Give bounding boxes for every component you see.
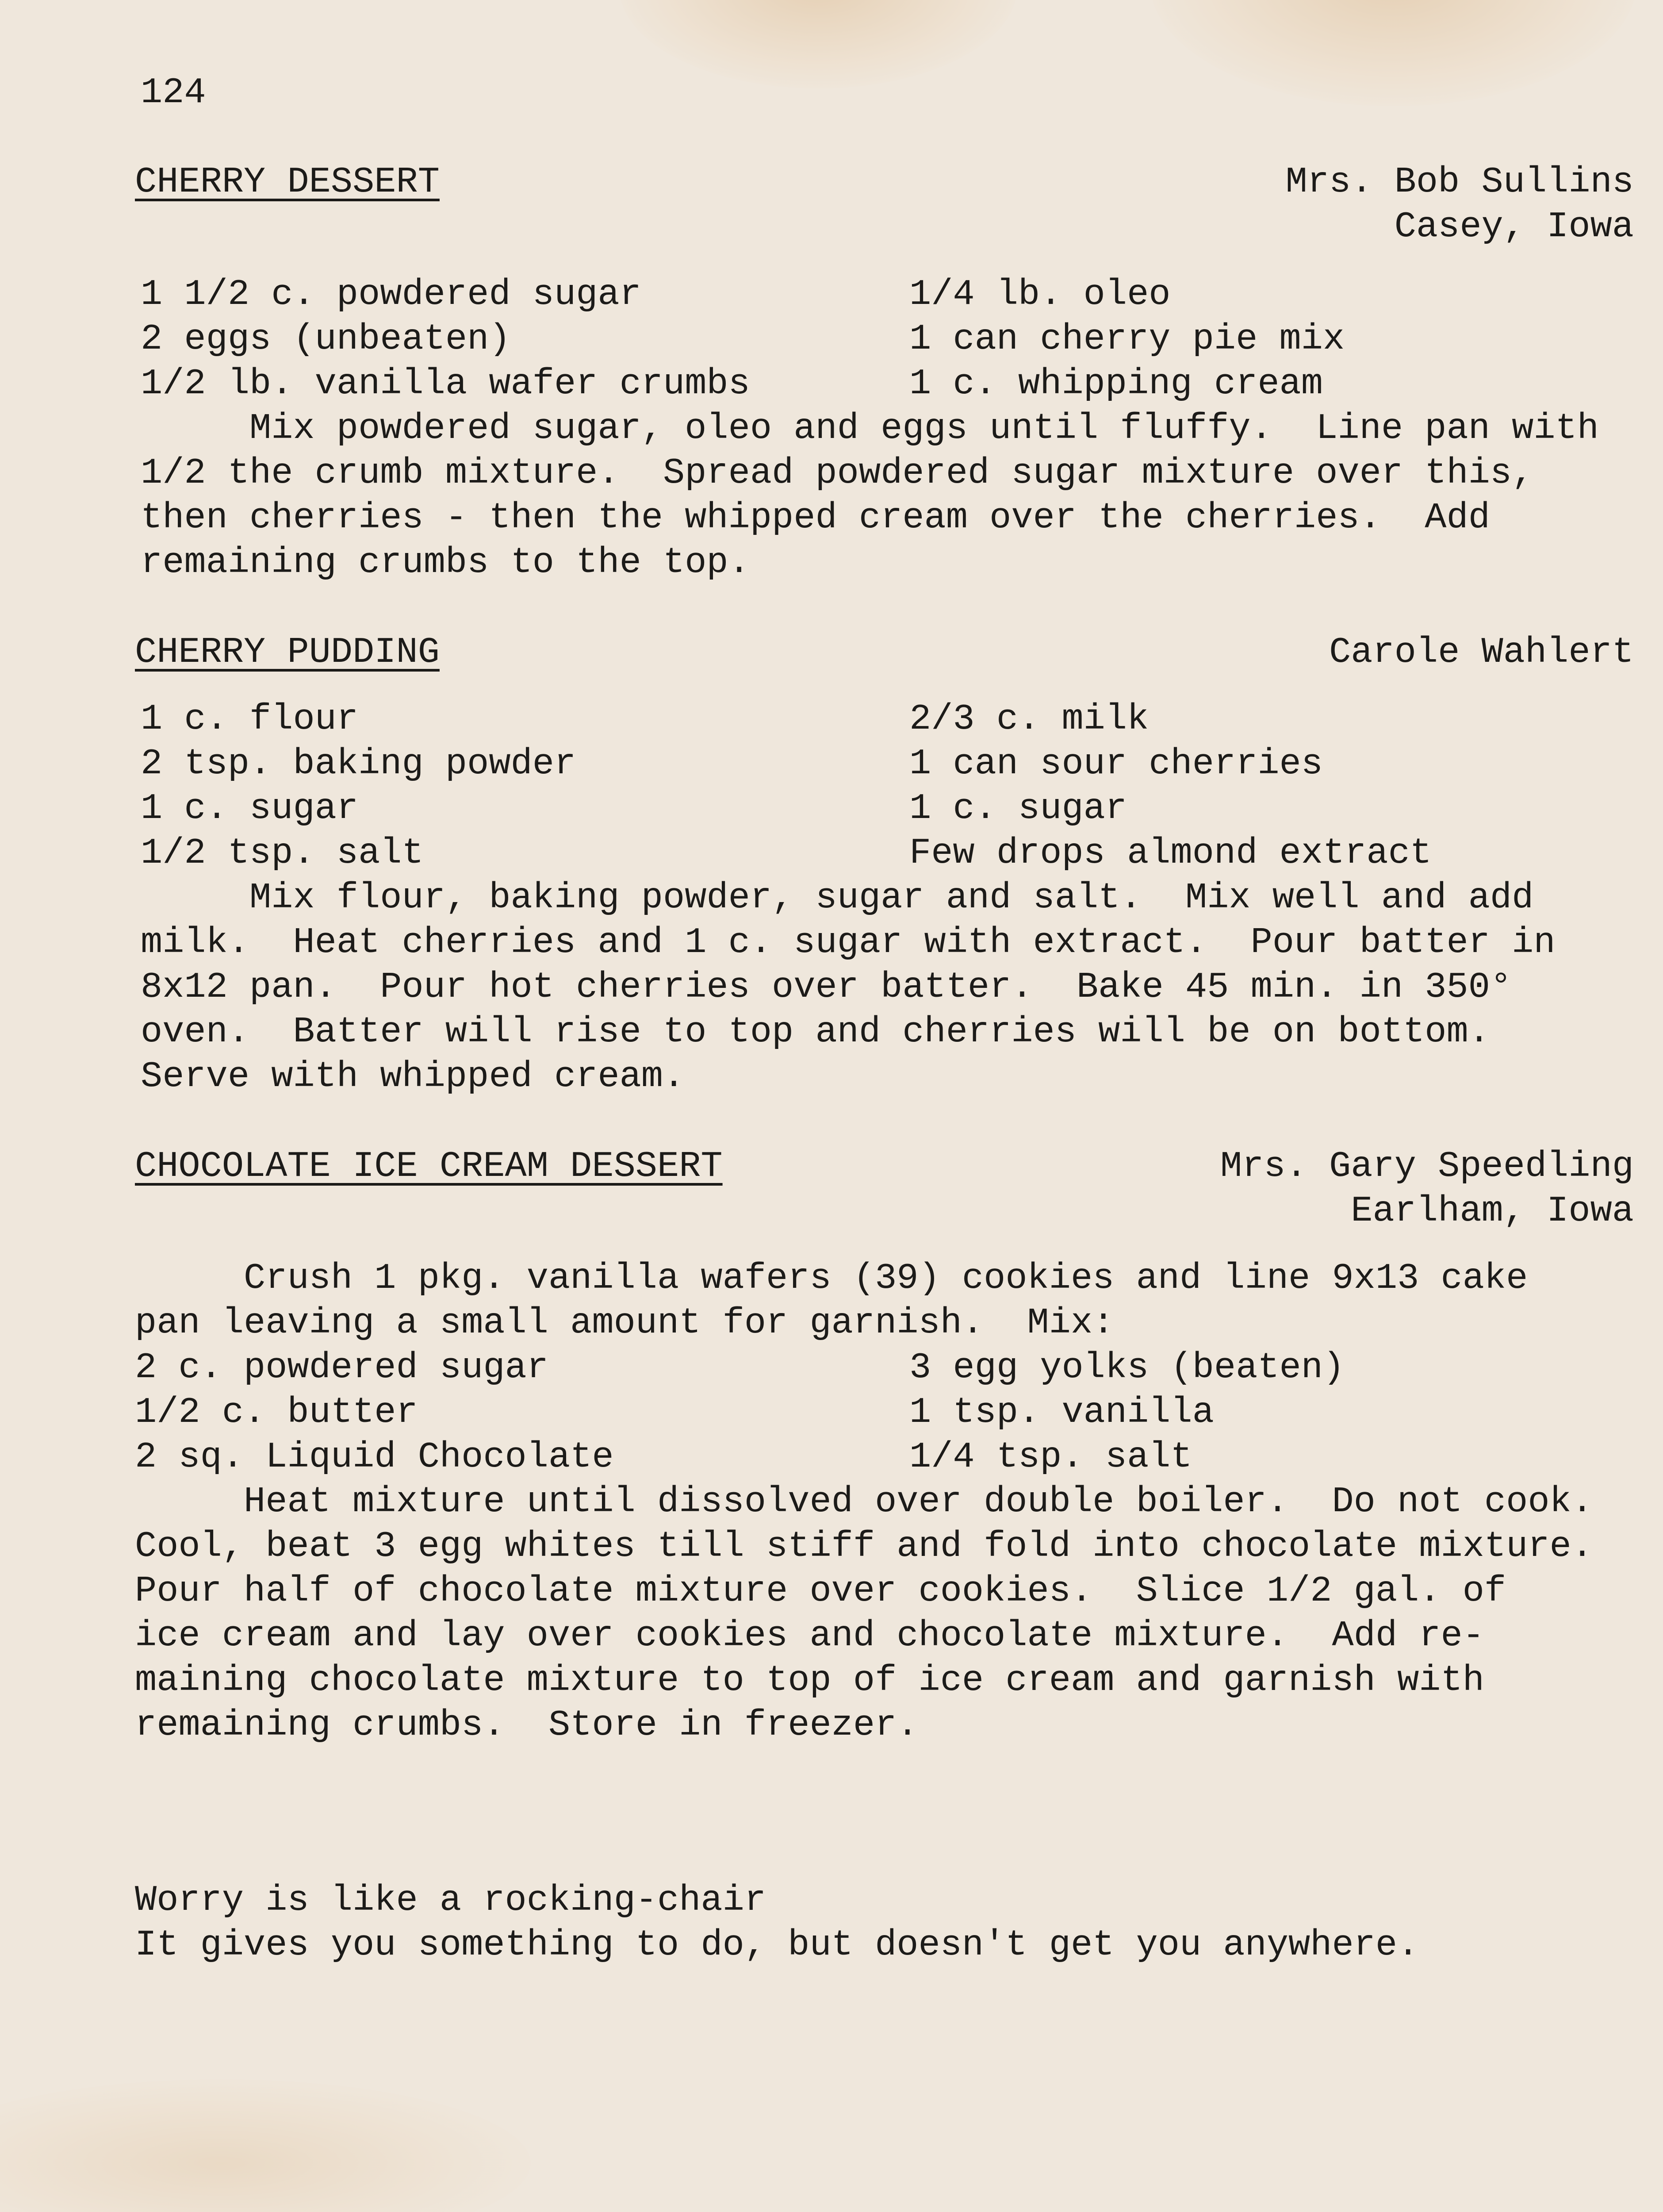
ingredient: 1 1/2 c. powdered sugar <box>141 274 641 315</box>
direction-line: Mix powdered sugar, oleo and eggs until fluffy. Line pan with <box>141 408 1599 449</box>
ingredient: 2 tsp. baking powder <box>141 743 576 784</box>
direction-line: maining chocolate mixture to top of ice cream and garnish with <box>135 1660 1484 1701</box>
direction-line: oven. Batter will rise to top and cherries will be on bottom. <box>141 1011 1490 1052</box>
ingredient: 1 c. sugar <box>909 788 1127 829</box>
recipe-author: Mrs. Bob Sullins <box>1285 161 1634 203</box>
recipe-author-location: Casey, Iowa <box>1394 206 1634 247</box>
direction-line: remaining crumbs. Store in freezer. <box>135 1705 919 1746</box>
ingredient: 3 egg yolks (beaten) <box>909 1347 1345 1388</box>
direction-line: Cool, beat 3 egg whites till stiff and fold into chocolate mixture. <box>135 1526 1593 1567</box>
ingredient: 1/4 tsp. salt <box>909 1436 1192 1478</box>
quote-line: It gives you something to do, but doesn't get you anywhere. <box>135 1924 1419 1966</box>
quote-line: Worry is like a rocking-chair <box>135 1880 766 1921</box>
direction-line: then cherries - then the whipped cream over the cherries. Add <box>141 497 1490 538</box>
ingredient: 1/2 lb. vanilla wafer crumbs <box>141 363 750 404</box>
ingredient: 2/3 c. milk <box>909 699 1149 740</box>
ingredient: 1 c. flour <box>141 699 359 740</box>
direction-line: ice cream and lay over cookies and chocolate mixture. Add re- <box>135 1615 1484 1656</box>
recipe-title: CHERRY PUDDING <box>135 632 440 673</box>
ingredient: 1 can sour cherries <box>909 743 1323 784</box>
direction-line: 1/2 the crumb mixture. Spread powdered sugar mixture over this, <box>141 453 1534 494</box>
recipe-author: Carole Wahlert <box>1329 632 1634 673</box>
intro-line: pan leaving a small amount for garnish. Mix: <box>135 1302 1115 1344</box>
recipe-author-location: Earlham, Iowa <box>1351 1190 1634 1232</box>
ingredient: 1 c. sugar <box>141 788 359 829</box>
direction-line: remaining crumbs to the top. <box>141 542 750 583</box>
ingredient: 1/2 c. butter <box>135 1392 418 1433</box>
page-number: 124 <box>141 72 206 113</box>
ingredient: 2 c. powdered sugar <box>135 1347 548 1388</box>
recipe-title: CHERRY DESSERT <box>135 161 440 203</box>
ingredient: 1/2 tsp. salt <box>141 833 424 874</box>
direction-line: Serve with whipped cream. <box>141 1056 685 1097</box>
ingredient: 1 c. whipping cream <box>909 363 1323 404</box>
direction-line: Pour half of chocolate mixture over cookies. Slice 1/2 gal. of <box>135 1571 1506 1612</box>
direction-line: milk. Heat cherries and 1 c. sugar with extract. Pour batter in <box>141 922 1556 963</box>
direction-line: Mix flour, baking powder, sugar and salt. Mix well and add <box>141 877 1534 918</box>
ingredient: 2 sq. Liquid Chocolate <box>135 1436 614 1478</box>
ingredient: 2 eggs (unbeaten) <box>141 319 511 360</box>
direction-line: 8x12 pan. Pour hot cherries over batter. Bake 45 min. in 350° <box>141 967 1512 1008</box>
intro-line: Crush 1 pkg. vanilla wafers (39) cookies and line 9x13 cake <box>135 1258 1528 1299</box>
ingredient: Few drops almond extract <box>909 833 1432 874</box>
direction-line: Heat mixture until dissolved over double boiler. Do not cook. <box>135 1481 1593 1522</box>
ingredient: 1 can cherry pie mix <box>909 319 1345 360</box>
ingredient: 1/4 lb. oleo <box>909 274 1171 315</box>
recipe-author: Mrs. Gary Speedling <box>1220 1146 1634 1187</box>
recipe-title: CHOCOLATE ICE CREAM DESSERT <box>135 1146 723 1187</box>
ingredient: 1 tsp. vanilla <box>909 1392 1214 1433</box>
